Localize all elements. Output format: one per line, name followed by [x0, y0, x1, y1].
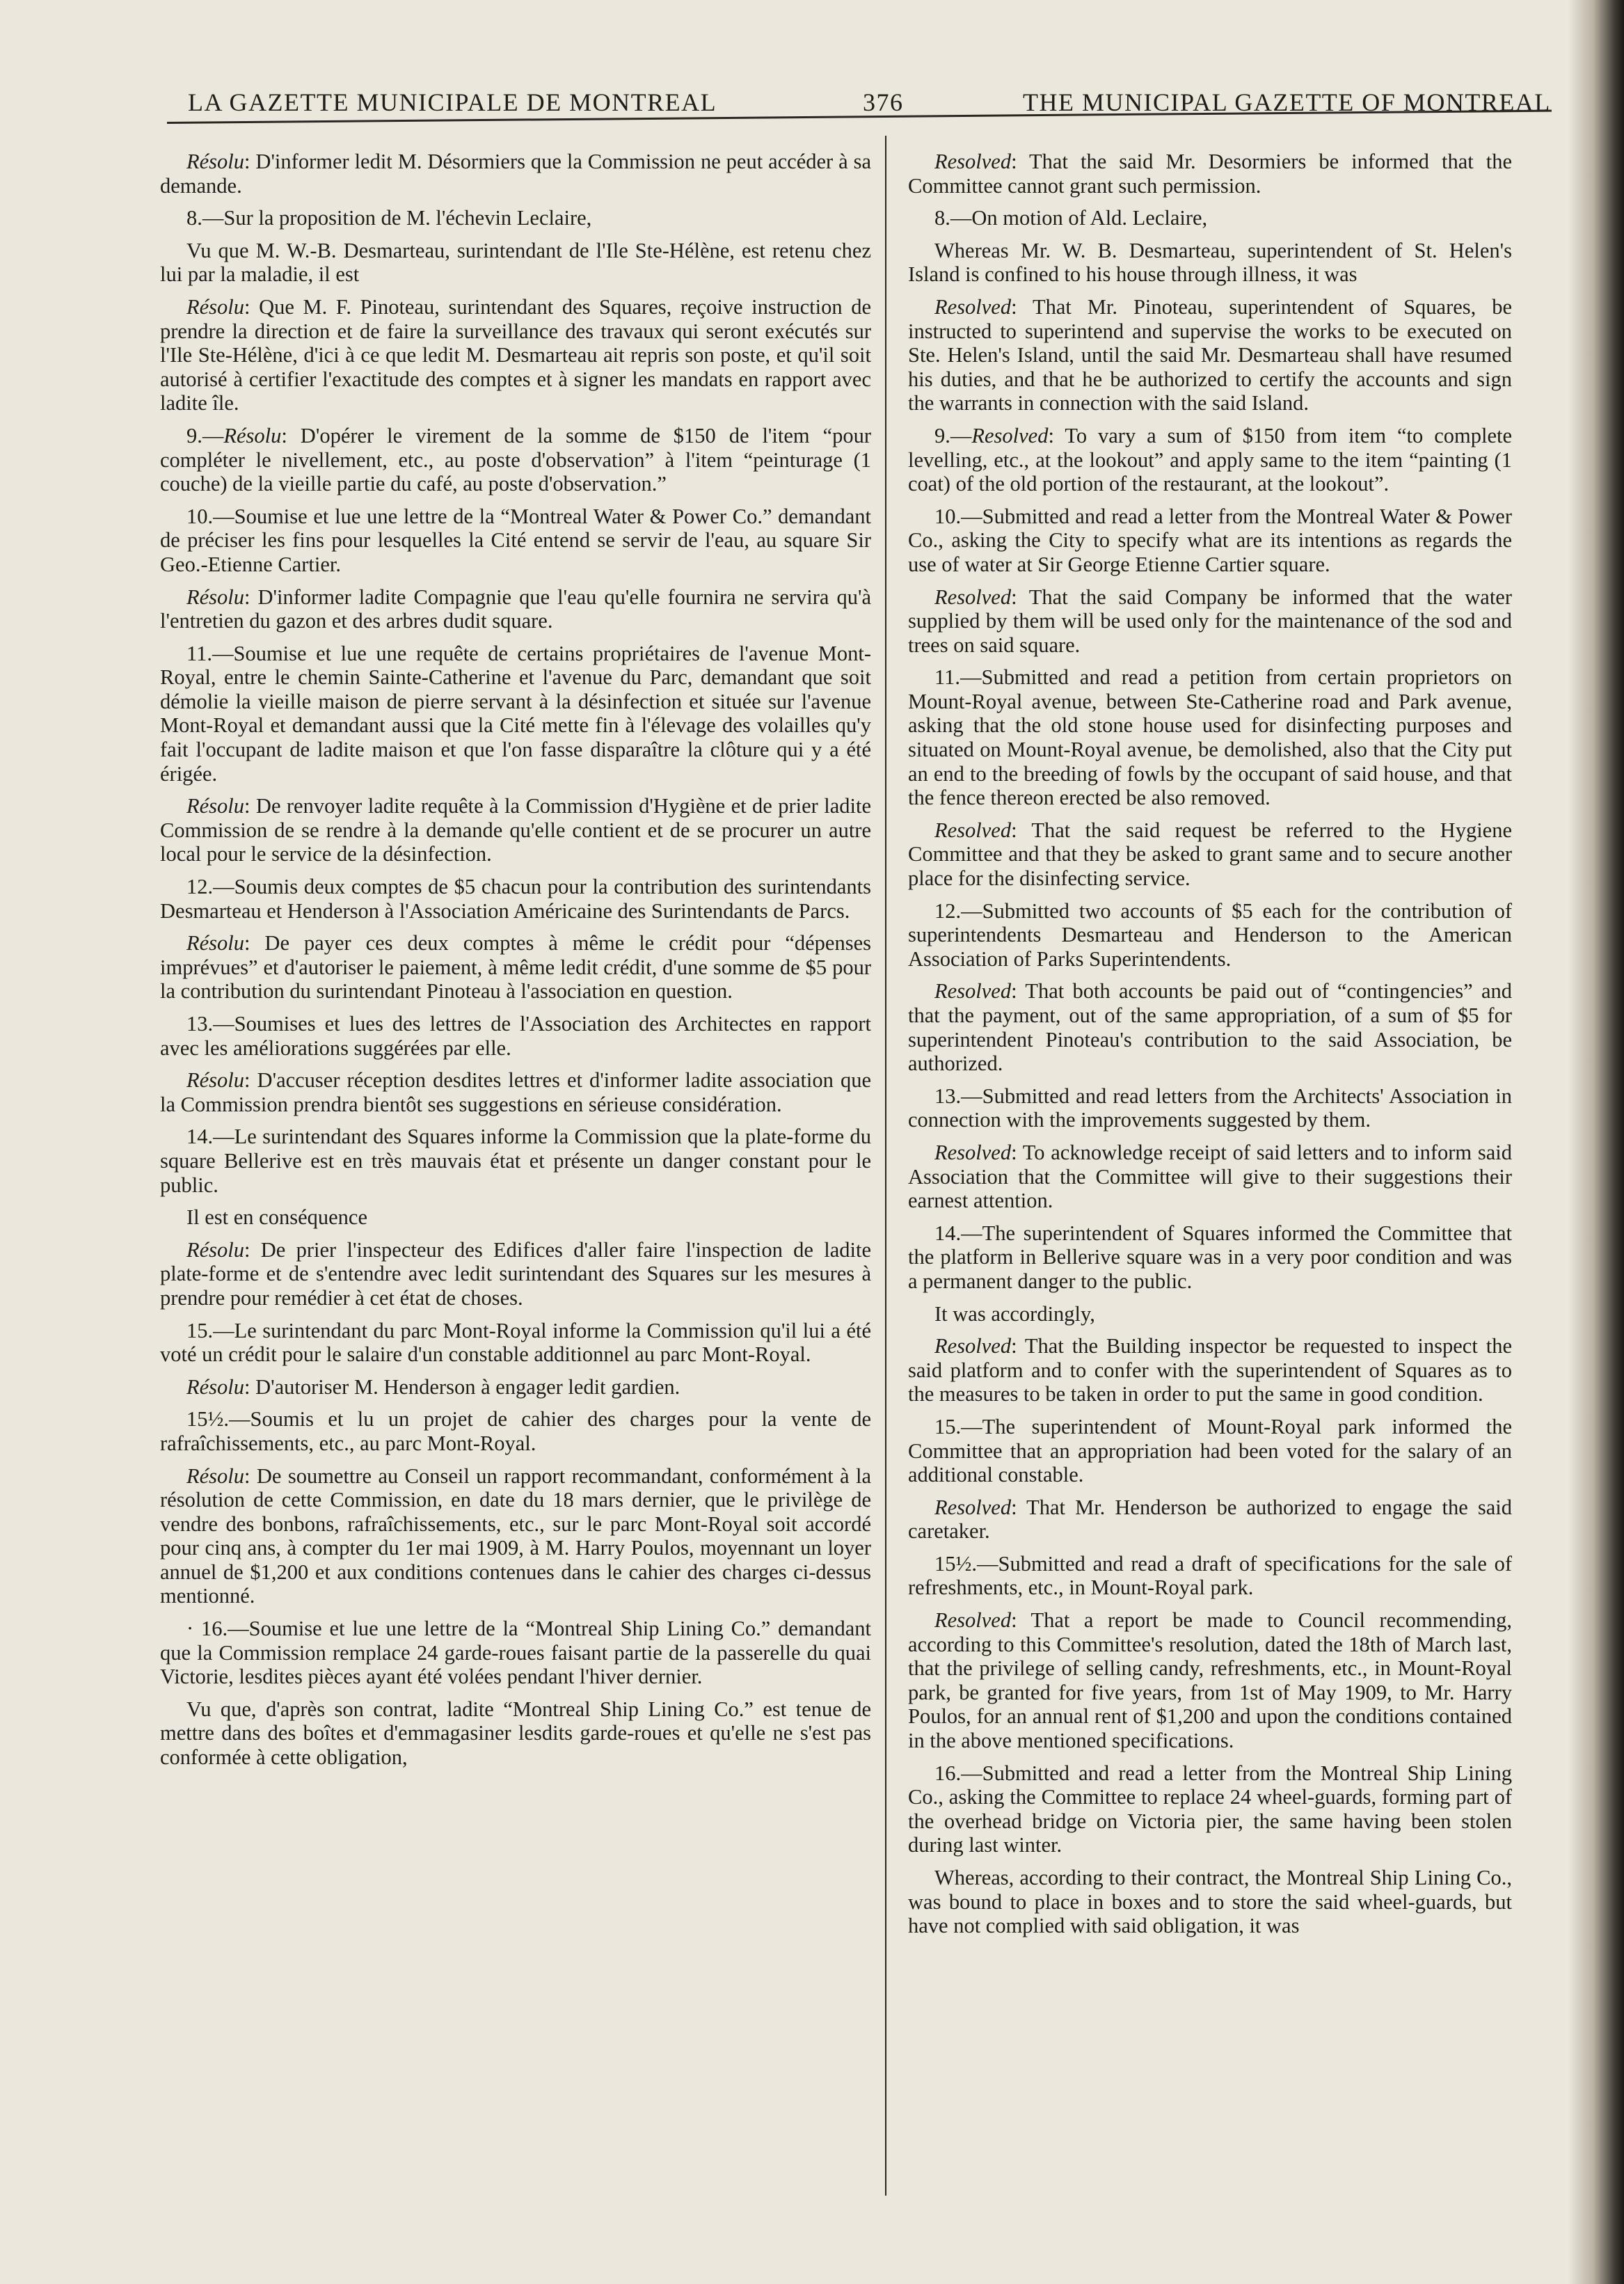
resolution-lead: Résolu — [186, 1068, 245, 1093]
paragraph — [908, 1084, 1512, 1132]
paragraph — [908, 1221, 1512, 1294]
paragraph-text: : D'informer ledit M. Désormiers que la Commission ne peut accéder à sa demande. — [160, 150, 871, 198]
resolution-lead: Résolu — [186, 1237, 245, 1262]
paragraph-text: : To acknowledge receipt of said letters and to inform said Association that the Committee will give to their suggestions their earnest attention. — [908, 1140, 1512, 1213]
resolution-lead: Résolu — [186, 150, 245, 173]
paragraph — [908, 206, 1512, 230]
paragraph — [160, 1407, 871, 1455]
paragraph-text: : That both accounts be paid out of “contingencies” and that the payment, out of the same appropriation, of a sum of $5 for superintendent Pinoteau's contribution to the said Association, be authorized. — [908, 979, 1512, 1076]
paragraph — [908, 585, 1512, 658]
paragraph — [160, 239, 871, 287]
paragraph-text: 15.—Le surintendant du parc Mont-Royal informe la Commission qu'il lui a été voté un crédit pour le salaire d'un constable additionnel au parc Mont-Royal. — [160, 1318, 871, 1367]
resolution-lead: Resolved — [934, 585, 1012, 609]
paragraph-text: 10.—Soumise et lue une lettre de la “Montreal Water & Power Co.” demandant de préciser les fins pour lesquelles la Cité entend se servir de l'eau, au square Sir Geo.-Etienne Cartier. — [160, 504, 871, 576]
paragraph-text: 8.—On motion of Ald. Leclaire, — [934, 206, 1208, 230]
page-number: 376 — [863, 88, 904, 116]
paragraph-text: It was accordingly, — [934, 1301, 1095, 1326]
resolution-lead: Résolu — [223, 423, 282, 447]
paragraph-text: Il est en conséquence — [186, 1205, 367, 1230]
paragraph-text: : D'accuser réception desdites lettres et d'informer ladite association que la Commission prendra bientôt ses suggestions en sérieuse considération. — [160, 1068, 871, 1116]
paragraph-text: : That a report be made to Council recommending, according to this Committee's resolution, dated the 18th of March last, that the privilege of selling candy, refreshments, etc., in Mount-Royal park, be granted for five years, from 1st of May 1909, to Mr. Harry Poulos, for an annual rent of $1,200 and upon the conditions contained in the above mentioned specifications. — [908, 1608, 1512, 1753]
paragraph — [908, 1866, 1512, 1938]
paragraph — [160, 206, 871, 230]
resolution-lead: Résolu — [186, 294, 245, 319]
paragraph-text: · 16.—Soumise et lue une lettre de la “Montreal Ship Lining Co.” demandant que la Commission remplace 24 garde-roues faisant partie de la passerelle du quai Victorie, lesdites pièces ayant été volées pendant l'hiver dernier. — [160, 1617, 871, 1689]
paragraph — [908, 665, 1512, 810]
paragraph-text: Whereas, according to their contract, the Montreal Ship Lining Co., was bound to place in boxes and to store the said wheel-guards, but have not complied with said obligation, it was — [908, 1866, 1512, 1938]
resolution-lead: Resolved — [934, 818, 1012, 842]
paragraph — [908, 424, 1512, 496]
item-number: 9.— — [934, 423, 972, 447]
resolution-lead: Resolved — [934, 150, 1012, 173]
paragraph — [908, 1302, 1512, 1326]
paragraph — [908, 505, 1512, 577]
paragraph — [160, 424, 871, 496]
resolution-lead: Résolu — [186, 1464, 245, 1488]
paragraph-text: : To vary a sum of $150 from item “to complete levelling, etc., at the lookout” and apply same to the item “painting (1 coat) of the old portion of the restaurant, at the lookout”. — [908, 423, 1512, 496]
paragraph-text: : De renvoyer ladite requête à la Commission d'Hygiène et de prier ladite Commission de se rendre à la demande qu'elle contient et de se procurer un autre local pour le service de la désinfection. — [160, 794, 871, 866]
paragraph — [160, 1238, 871, 1310]
paragraph — [160, 1068, 871, 1116]
paragraph-text: : Que M. F. Pinoteau, surintendant des Squares, reçoive instruction de prendre la direction et de faire la surveillance des travaux qui seront exécutés sur l'Ile Ste-Hélène, d'ici à ce que ledit M. Desmarteau ait repris son poste, et qu'il soit autorisé à certifier l'exactitude des comptes et à signer les mandats en rapport avec ladite île. — [160, 294, 871, 415]
paragraph — [160, 931, 871, 1004]
paragraph-text: : De prier l'inspecteur des Edifices d'aller faire l'inspection de ladite plate-forme et de s'entendre avec ledit surintendant des Squares sur les mesures à prendre pour remédier à cet état de choses. — [160, 1237, 871, 1310]
paragraph — [908, 818, 1512, 891]
paragraph-text: : That the said Mr. Desormiers be informed that the Committee cannot grant such permission. — [908, 150, 1512, 198]
paragraph-text: 14.—The superintendent of Squares informed the Committee that the platform in Bellerive square was in a very poor condition and was a permanent danger to the public. — [908, 1221, 1512, 1293]
paragraph-text: 12.—Soumis deux comptes de $5 chacun pour la contribution des surintendants Desmarteau et Henderson à l'Association Américaine des Surintendants de Parcs. — [160, 875, 871, 923]
resolution-lead: Resolved — [934, 294, 1012, 319]
resolution-lead: Résolu — [186, 585, 245, 609]
paragraph-text: : D'opérer le virement de la somme de $150 de l'item “pour compléter le nivellement, etc., au poste d'observation” à l'item “peinturage (1 couche) de la vieille partie du café, au poste d'observation.” — [160, 423, 871, 496]
paragraph-text: 15.—The superintendent of Mount-Royal park informed the Committee that an appropriation had been voted for the salary of an additional constable. — [908, 1414, 1512, 1487]
paragraph — [908, 295, 1512, 415]
paragraph-text: : That Mr. Pinoteau, superintendent of Squares, be instructed to superintend and supervise the works to be executed on Ste. Helen's Island, until the said Mr. Desmarteau shall have resumed his duties, and that he be authorized to certify the accounts and sign the warrants in connection with the said Island. — [908, 294, 1512, 415]
paragraph — [160, 1205, 871, 1230]
page-binding-shadow — [1568, 0, 1624, 2284]
paragraph-text: 11.—Soumise et lue une requête de certains propriétaires de l'avenue Mont-Royal, entre le chemin Sainte-Catherine et l'avenue du Parc, demandant que soit démolie la vieille maison de pierre servant à la désinfection et située sur l'avenue Mont-Royal et demandant aussi que la Cité mette fin à l'élevage des volailles qu'y fait l'occupant de ladite maison et que l'on fasse disparaître la clôture qui y a été érigée. — [160, 641, 871, 786]
paragraph — [908, 1608, 1512, 1753]
header-french-title: LA GAZETTE MUNICIPALE DE MONTREAL — [188, 88, 717, 116]
resolution-lead: Résolu — [186, 931, 245, 955]
paragraph — [160, 505, 871, 577]
paragraph — [160, 875, 871, 923]
paragraph — [160, 585, 871, 633]
paragraph — [160, 150, 871, 198]
paragraph — [908, 1141, 1512, 1213]
resolution-lead: Resolved — [934, 1608, 1012, 1633]
resolution-lead: Resolved — [971, 423, 1049, 447]
paragraph — [908, 1415, 1512, 1487]
paragraph — [908, 899, 1512, 972]
paragraph — [908, 1761, 1512, 1857]
item-number: 9.— — [186, 423, 224, 447]
french-column — [160, 150, 871, 1778]
resolution-lead: Resolved — [934, 979, 1012, 1004]
resolution-lead: Resolved — [934, 1334, 1012, 1358]
paragraph-text: 10.—Submitted and read a letter from the Montreal Water & Power Co., asking the City to specify what are its intentions as regards the use of water at Sir George Etienne Cartier square. — [908, 504, 1512, 576]
paragraph — [908, 150, 1512, 198]
paragraph — [160, 295, 871, 415]
page-header — [167, 84, 1559, 125]
paragraph — [908, 1552, 1512, 1600]
paragraph — [908, 239, 1512, 287]
paragraph-text: 8.—Sur la proposition de M. l'échevin Leclaire, — [186, 206, 592, 230]
paragraph — [160, 642, 871, 786]
paragraph-text: : That the said Company be informed that the water supplied by them will be used only for the maintenance of the sod and trees on said square. — [908, 585, 1512, 657]
paragraph-text: : That Mr. Henderson be authorized to engage the said caretaker. — [908, 1495, 1512, 1544]
paragraph-text: 13.—Submitted and read letters from the Architects' Association in connection with the improvements suggested by them. — [908, 1084, 1512, 1132]
paragraph-text: 14.—Le surintendant des Squares informe la Commission que la plate-forme du square Bellerive est en très mauvais état et présente un danger constant pour le public. — [160, 1125, 871, 1197]
paragraph — [160, 1125, 871, 1197]
header-english-title: THE MUNICIPAL GAZETTE OF MONTREAL — [1023, 88, 1551, 116]
paragraph — [160, 1375, 871, 1399]
paragraph-text: : De soumettre au Conseil un rapport recommandant, conformément à la résolution de cette Commission, en date du 18 mars dernier, que le privilège de vendre des bonbons, rafraîchissements, etc., sur le parc Mont-Royal soit accordé pour cinq ans, à compter du 1er mai 1909, à M. Harry Poulos, moyennant un loyer annuel de $1,200 et aux conditions contenues dans le cahier des charges ci-dessus mentionné. — [160, 1464, 871, 1608]
english-column — [908, 150, 1512, 1946]
resolution-lead: Resolved — [934, 1495, 1012, 1519]
paragraph-text: Vu que M. W.-B. Desmarteau, surintendant de l'Ile Ste-Hélène, est retenu chez lui par la maladie, il est — [160, 238, 871, 287]
resolution-lead: Résolu — [186, 1374, 245, 1399]
paragraph-text: : De payer ces deux comptes à même le crédit pour “dépenses imprévues” et d'autoriser le paiement, à même ledit crédit, d'une somme de $5 pour la contribution du surintendant Pinoteau à l'association en question. — [160, 931, 871, 1004]
resolution-lead: Resolved — [934, 1140, 1012, 1164]
paragraph-text: 11.—Submitted and read a petition from certain proprietors on Mount-Royal avenue, between Ste-Catherine road and Park avenue, asking that the old stone house used for disinfecting purposes and situated on Mount-Royal avenue, be demolished, also that the City put an end to the breeding of fowls by the occupant of said house, and that the fence thereon erected be also removed. — [908, 665, 1512, 810]
paragraph-text: 16.—Submitted and read a letter from the Montreal Ship Lining Co., asking the Committee to replace 24 wheel-guards, forming part of the overhead bridge on Victoria pier, the same having been stolen during last winter. — [908, 1761, 1512, 1857]
paragraph — [160, 1464, 871, 1609]
paragraph — [908, 979, 1512, 1075]
paragraph — [908, 1496, 1512, 1544]
paragraph-text: : That the Building inspector be requested to inspect the said platform and to confer with the superintendent of Squares as to the measures to be taken in order to put the same in good condition. — [908, 1334, 1512, 1406]
paragraph — [160, 1617, 871, 1689]
paragraph — [908, 1334, 1512, 1406]
paragraph-text: 13.—Soumises et lues des lettres de l'Association des Architectes en rapport avec les améliorations suggérées par elle. — [160, 1012, 871, 1060]
paragraph-text: : D'informer ladite Compagnie que l'eau qu'elle fournira ne servira qu'à l'entretien du gazon et des arbres dudit square. — [160, 585, 871, 633]
paragraph — [160, 1012, 871, 1060]
resolution-lead: Résolu — [186, 794, 245, 818]
paragraph — [160, 1319, 871, 1367]
paragraph-text: 12.—Submitted two accounts of $5 each for the contribution of superintendents Desmarteau and Henderson to the American Association of Parks Superintendents. — [908, 898, 1512, 971]
paragraph — [160, 1697, 871, 1770]
paragraph-text: : D'autoriser M. Henderson à engager ledit gardien. — [244, 1374, 680, 1399]
column-divider — [885, 136, 886, 2196]
paragraph-text: 15½.—Soumis et lu un projet de cahier des charges pour la vente de rafraîchissements, etc., au parc Mont-Royal. — [160, 1407, 871, 1455]
paragraph-text: Whereas Mr. W. B. Desmarteau, superintendent of St. Helen's Island is confined to his house through illness, it was — [908, 238, 1512, 287]
paragraph-text: 15½.—Submitted and read a draft of specifications for the sale of refreshments, etc., in Mount-Royal park. — [908, 1551, 1512, 1600]
paragraph — [160, 794, 871, 866]
paragraph-text: Vu que, d'après son contrat, ladite “Montreal Ship Lining Co.” est tenue de mettre dans des boîtes et d'emmagasiner lesdits garde-roues et qu'elle ne s'est pas conformée à cette obligation, — [160, 1697, 871, 1770]
paragraph-text: : That the said request be referred to the Hygiene Committee and that they be asked to grant same and to secure another place for the disinfecting service. — [908, 818, 1512, 891]
